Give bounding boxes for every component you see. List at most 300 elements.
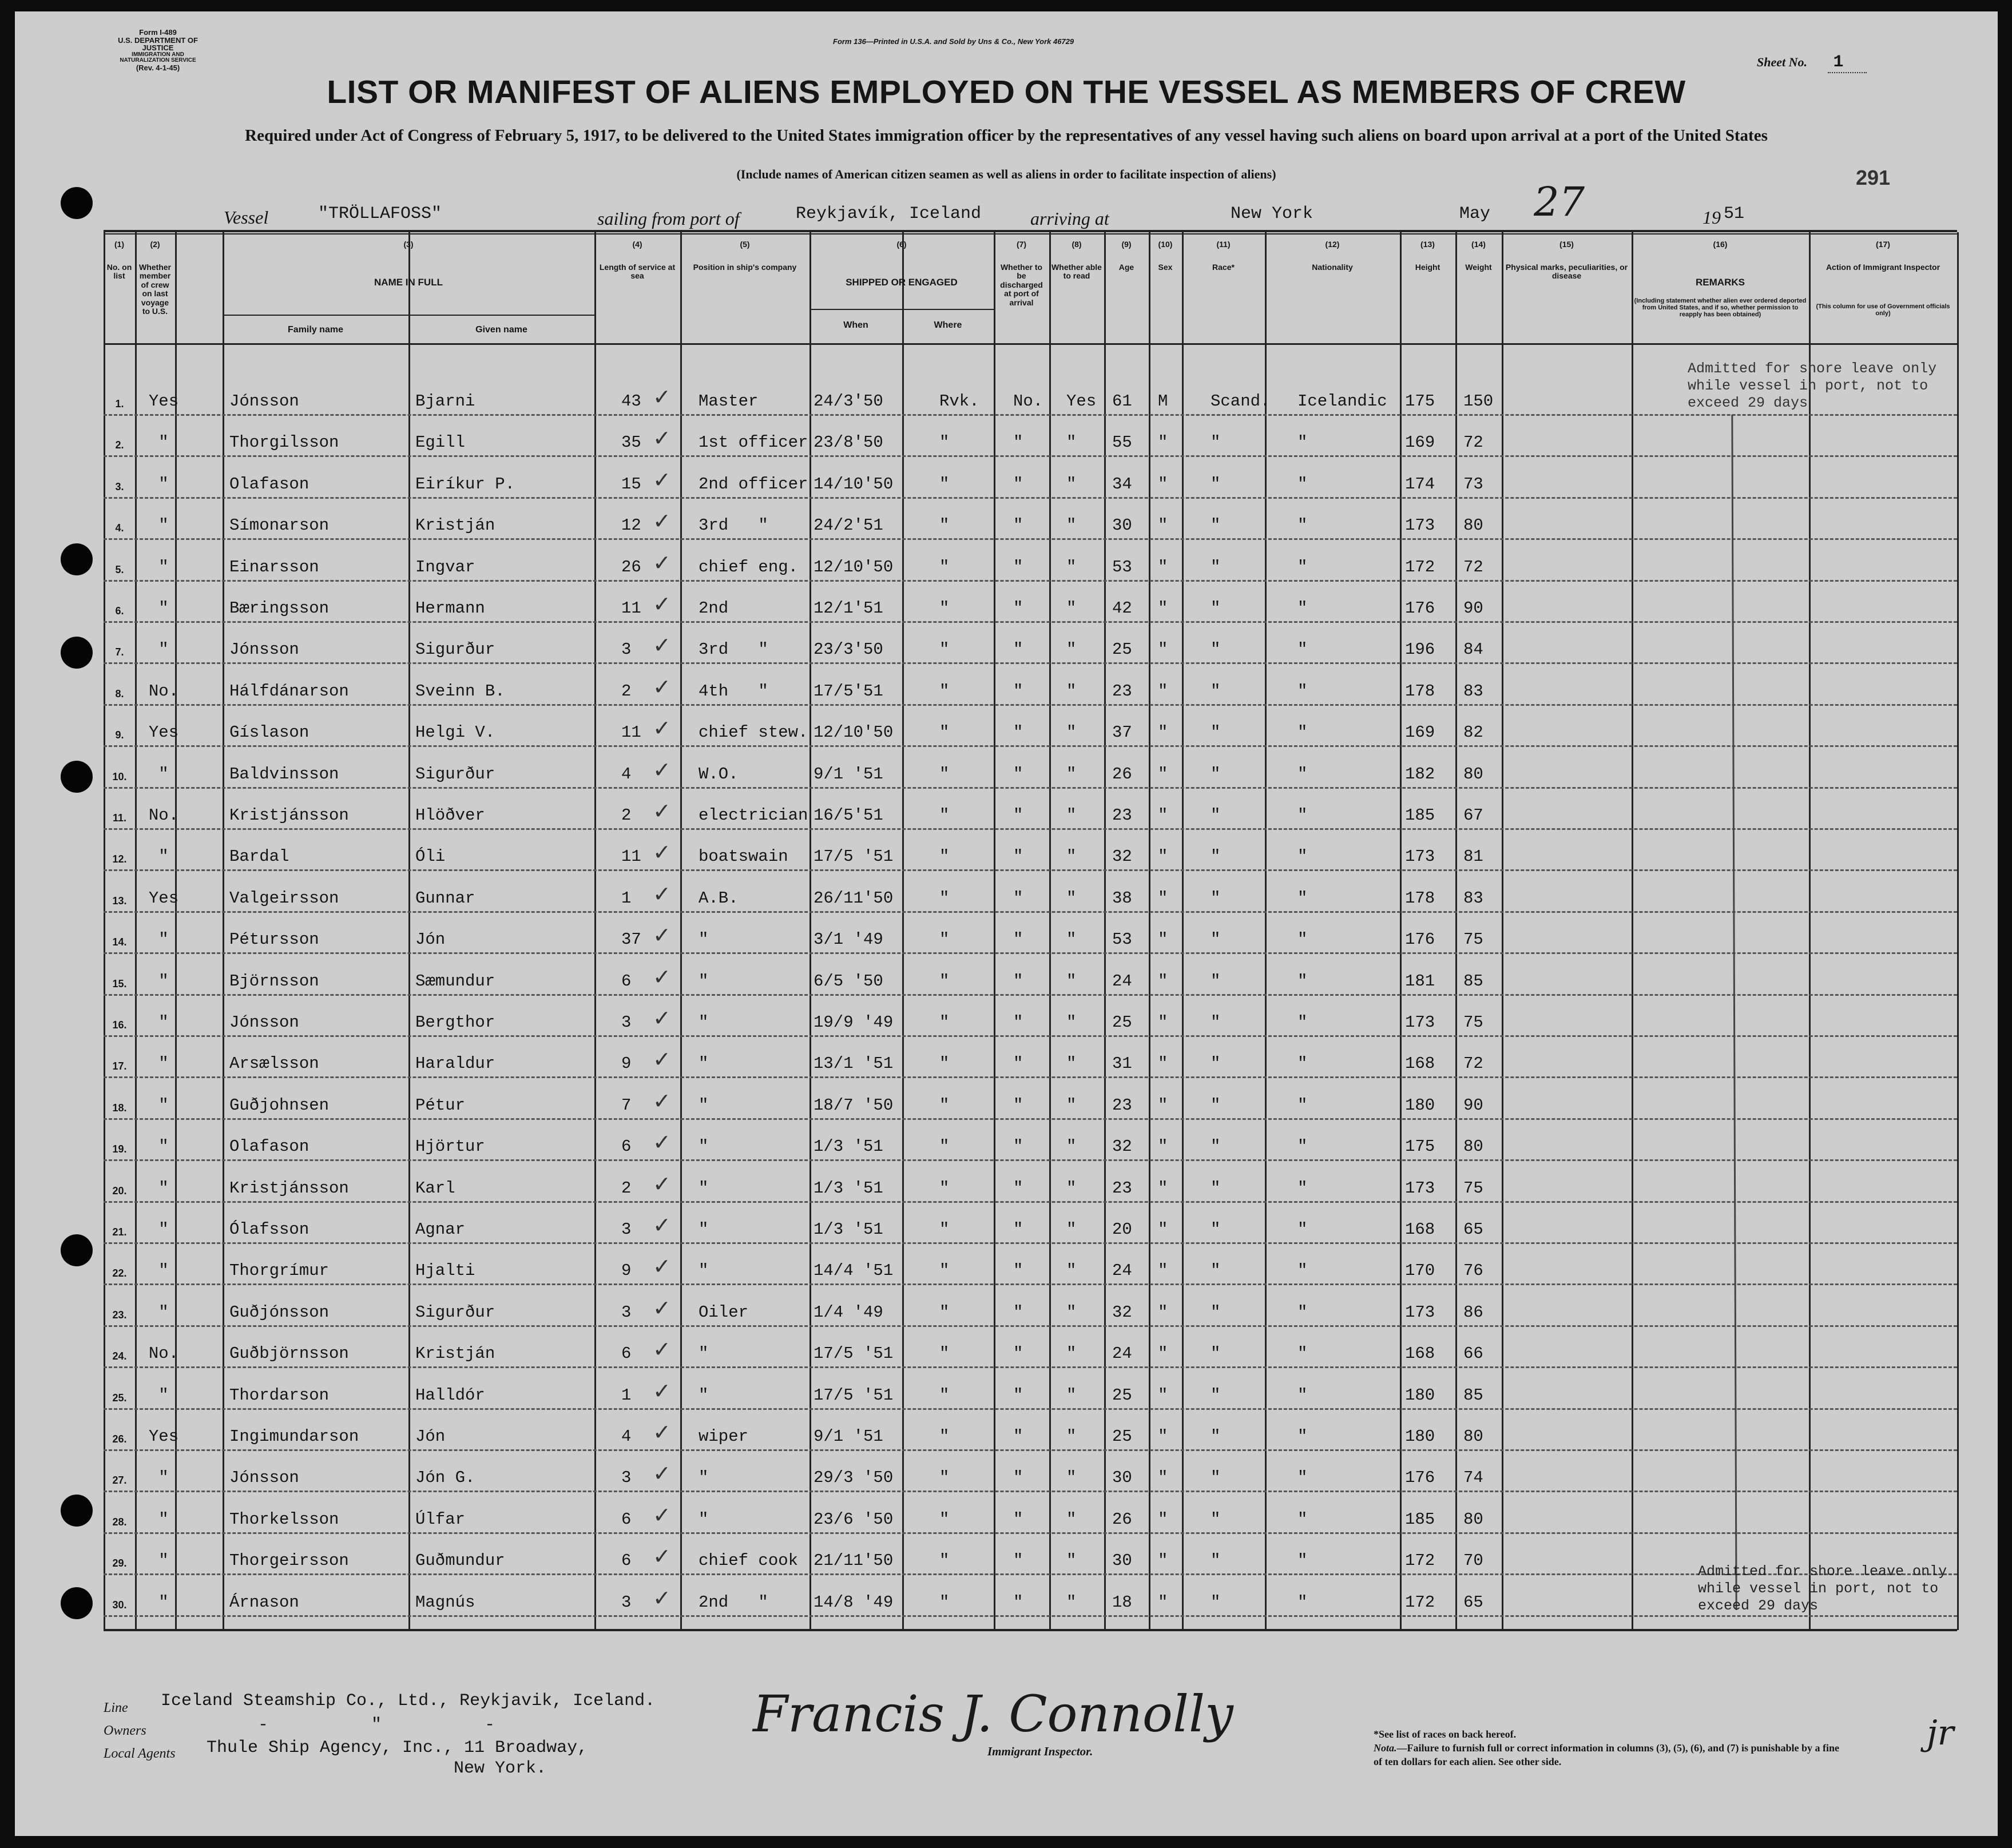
family-name: Kristjánsson (229, 1178, 349, 1198)
row-number: 10. (112, 770, 127, 782)
age: 20 (1112, 1220, 1132, 1239)
prev-voyage: " (158, 1261, 169, 1281)
remarks-line: exceed 29 days (1698, 1597, 1819, 1614)
row-number: 26. (112, 1433, 127, 1445)
height: 168 (1405, 1220, 1435, 1239)
form-number: Form I-489 (139, 28, 177, 37)
height: 176 (1405, 930, 1435, 949)
family-name: Einarsson (229, 557, 319, 577)
given-name: Hlöðver (415, 806, 485, 825)
family-name: Kristjánsson (229, 806, 349, 825)
row-rule (104, 745, 1957, 747)
nationality: " (1297, 806, 1308, 825)
race: " (1211, 681, 1221, 701)
shipped-where: " (939, 1385, 950, 1405)
race: " (1211, 1054, 1221, 1074)
age: 25 (1112, 640, 1132, 659)
nationality: " (1297, 1468, 1308, 1488)
age: 30 (1112, 1468, 1132, 1488)
able-to-read: " (1066, 1344, 1077, 1364)
position: " (699, 971, 709, 991)
owners-value: - " - (258, 1715, 495, 1735)
family-name: Björnsson (229, 971, 319, 991)
age: 23 (1112, 681, 1132, 701)
row-number: 12. (112, 853, 127, 865)
prev-voyage: " (158, 516, 169, 535)
given-name: Agnar (415, 1220, 466, 1239)
shipped-when: 24/3'50 (813, 392, 883, 411)
shipped-where: " (939, 806, 950, 825)
column-rule (1149, 232, 1150, 1630)
sex: " (1158, 1178, 1168, 1198)
service-years: 3 (621, 1468, 632, 1488)
family-name: Ólafsson (229, 1220, 309, 1239)
sex: " (1158, 1427, 1168, 1446)
check-mark: ✓ (653, 674, 671, 700)
nationality: " (1297, 1054, 1308, 1074)
shipped-when: 3/1 '49 (813, 930, 883, 949)
race: " (1211, 599, 1221, 618)
prev-voyage: " (158, 1468, 169, 1488)
age: 34 (1112, 474, 1132, 494)
service-years: 6 (621, 1137, 632, 1157)
nationality: " (1297, 557, 1308, 577)
age: 23 (1112, 1178, 1132, 1198)
row-number: 28. (112, 1516, 127, 1528)
row-rule (104, 1118, 1957, 1120)
nationality: " (1297, 723, 1308, 742)
weight: 75 (1463, 1178, 1483, 1198)
row-number: 25. (112, 1392, 127, 1404)
weight: 70 (1463, 1551, 1483, 1571)
shipped-where: " (939, 1592, 950, 1612)
able-to-read: " (1066, 1427, 1077, 1446)
height: 174 (1405, 474, 1435, 494)
row-number: 23. (112, 1309, 127, 1321)
weight: 90 (1463, 599, 1483, 618)
row-rule (104, 662, 1957, 664)
check-mark: ✓ (653, 1254, 671, 1279)
check-mark: ✓ (653, 716, 671, 741)
check-mark: ✓ (653, 923, 671, 948)
shipped-when: 1/4 '49 (813, 1302, 883, 1322)
column-rule (1809, 232, 1811, 1630)
race: " (1211, 1344, 1221, 1364)
row-number: 15. (112, 977, 127, 989)
discharged: " (1013, 888, 1023, 908)
prev-voyage: " (158, 433, 169, 452)
given-name: Hermann (415, 599, 485, 618)
check-mark: ✓ (653, 757, 671, 782)
prev-voyage: " (158, 1509, 169, 1529)
shipped-when: 6/5 '50 (813, 971, 883, 991)
discharged: " (1013, 930, 1023, 949)
column-rule (1400, 232, 1402, 1630)
column-rule (1049, 232, 1051, 1630)
service-years: 3 (621, 1592, 632, 1612)
able-to-read: Yes (1066, 392, 1097, 411)
discharged: " (1013, 516, 1023, 535)
sex: " (1158, 723, 1168, 742)
race: " (1211, 433, 1221, 452)
shipped-when: 13/1 '51 (813, 1054, 894, 1074)
race: " (1211, 640, 1221, 659)
position: A.B. (699, 888, 739, 908)
able-to-read: " (1066, 516, 1077, 535)
service-years: 4 (621, 1427, 632, 1446)
family-name: Jónsson (229, 392, 299, 411)
service-years: 3 (621, 1013, 632, 1032)
discharged: " (1013, 1468, 1023, 1488)
age: 61 (1112, 392, 1132, 411)
given-name: Hjalti (415, 1261, 475, 1281)
nationality: " (1297, 930, 1308, 949)
family-name: Thorgrímur (229, 1261, 330, 1281)
service-years: 26 (621, 557, 641, 577)
height: 172 (1405, 557, 1435, 577)
row-rule (104, 911, 1957, 913)
nationality: " (1297, 1220, 1308, 1239)
shipped-where: " (939, 1178, 950, 1198)
given-name: Jón (415, 1427, 446, 1446)
column-number: (7) (1016, 240, 1027, 249)
discharged: " (1013, 764, 1023, 784)
sex: " (1158, 1344, 1168, 1364)
age: 25 (1112, 1385, 1132, 1405)
position: " (699, 1137, 709, 1157)
nationality: " (1297, 1013, 1308, 1032)
owners-label: Owners (104, 1723, 146, 1738)
given-name: Hjörtur (415, 1137, 485, 1157)
height: 176 (1405, 1468, 1435, 1488)
punch-hole (61, 1234, 93, 1266)
shipped-where: " (939, 1095, 950, 1115)
weight: 72 (1463, 433, 1483, 452)
weight: 85 (1463, 971, 1483, 991)
weight: 83 (1463, 681, 1483, 701)
discharged: " (1013, 1178, 1023, 1198)
height: 173 (1405, 1013, 1435, 1032)
sex: " (1158, 1095, 1168, 1115)
column-rule (1957, 232, 1959, 1630)
column-number: (14) (1471, 240, 1486, 249)
service-years: 35 (621, 433, 641, 452)
prev-voyage: " (158, 1054, 169, 1074)
shipped-when: 17/5'51 (813, 681, 883, 701)
column-rule (902, 232, 904, 1630)
subheader-where: Where (934, 320, 962, 330)
weight: 73 (1463, 474, 1483, 494)
column-number: (12) (1325, 240, 1340, 249)
shipped-where: " (939, 1013, 950, 1032)
able-to-read: " (1066, 971, 1077, 991)
given-name: Karl (415, 1178, 455, 1198)
sailing-label: sailing from port of (597, 208, 740, 229)
column-header: Age (1118, 263, 1134, 272)
row-rule (104, 952, 1957, 954)
position: " (699, 1220, 709, 1239)
prev-voyage: " (158, 640, 169, 659)
sex: " (1158, 1551, 1168, 1571)
service-years: 9 (621, 1261, 632, 1281)
discharged: " (1013, 1385, 1023, 1405)
given-name: Óli (415, 847, 446, 867)
given-name: Bergthor (415, 1013, 495, 1032)
height: 173 (1405, 1302, 1435, 1322)
weight: 72 (1463, 1054, 1483, 1074)
check-mark: ✓ (653, 508, 671, 534)
race: " (1211, 723, 1221, 742)
age: 55 (1112, 433, 1132, 452)
height: 196 (1405, 640, 1435, 659)
shipped-where: " (939, 1551, 950, 1571)
given-name: Haraldur (415, 1054, 495, 1074)
check-mark: ✓ (653, 1171, 671, 1197)
sex: " (1158, 888, 1168, 908)
row-rule (104, 1449, 1957, 1451)
department: U.S. DEPARTMENT OF JUSTICE (118, 35, 198, 53)
column-rule (223, 232, 224, 1630)
height: 173 (1405, 847, 1435, 867)
row-number: 14. (112, 936, 127, 948)
prev-voyage: Yes (148, 1427, 179, 1446)
family-name: Bardal (229, 847, 289, 867)
family-name: Thorgilsson (229, 433, 339, 452)
service-years: 2 (621, 1178, 632, 1198)
service-years: 9 (621, 1054, 632, 1074)
shipped-when: 1/3 '51 (813, 1137, 883, 1157)
check-mark: ✓ (653, 384, 671, 410)
weight: 66 (1463, 1344, 1483, 1364)
nota-text: —Failure to furnish full or correct information in columns (3), (5), (6), and (7) is punishable by a fine of ten dollars for each alien. See other side. (1374, 1742, 1840, 1767)
row-number: 22. (112, 1267, 127, 1279)
family-name: Thordarson (229, 1385, 330, 1405)
shipped-when: 14/4 '51 (813, 1261, 894, 1281)
nota-label: Nota. (1374, 1742, 1397, 1754)
family-name: Guðbjörnsson (229, 1344, 349, 1364)
weight: 150 (1463, 392, 1494, 411)
initials: jr (1927, 1713, 1954, 1753)
given-name: Pétur (415, 1095, 466, 1115)
column-header: Physical marks, peculiarities, or disease (1505, 263, 1628, 281)
height: 175 (1405, 392, 1435, 411)
given-name: Úlfar (415, 1509, 466, 1529)
departure-port: Reykjavík, Iceland (796, 204, 982, 224)
race: Scand. (1211, 392, 1271, 411)
given-name: Halldór (415, 1385, 485, 1405)
shipped-where: " (939, 516, 950, 535)
age: 38 (1112, 888, 1132, 908)
position: 3rd " (699, 516, 768, 535)
subnote: (Include names of American citizen seamen as well as aliens in order to facilitate inspection of aliens) (736, 167, 1276, 181)
prev-voyage: " (158, 1220, 169, 1239)
service-years: 37 (621, 930, 641, 949)
family-name: Guðjónsson (229, 1302, 330, 1322)
nationality: " (1297, 1095, 1308, 1115)
column-header: Race* (1212, 263, 1235, 272)
shipped-when: 12/10'50 (813, 557, 894, 577)
shipped-where: " (939, 1261, 950, 1281)
prev-voyage: " (158, 971, 169, 991)
sex: " (1158, 1137, 1168, 1157)
family-name: Hálfdánarson (229, 681, 349, 701)
row-rule (104, 704, 1957, 706)
height: 176 (1405, 599, 1435, 618)
row-number: 3. (115, 480, 124, 492)
row-rule (104, 1491, 1957, 1492)
sex: " (1158, 806, 1168, 825)
printer-line: Form 136—Printed in U.S.A. and Sold by Uns & Co., New York 46729 (833, 37, 1074, 46)
height: 172 (1405, 1551, 1435, 1571)
position: Master (699, 392, 759, 411)
given-name: Bjarni (415, 392, 475, 411)
race: " (1211, 971, 1221, 991)
age: 18 (1112, 1592, 1132, 1612)
race: " (1211, 1137, 1221, 1157)
row-rule (104, 1615, 1957, 1617)
name-subheader-rule (223, 315, 594, 316)
subheader-when: When (843, 320, 868, 330)
discharged: " (1013, 681, 1023, 701)
nationality: " (1297, 1137, 1308, 1157)
age: 30 (1112, 516, 1132, 535)
able-to-read: " (1066, 1054, 1077, 1074)
column-rule (594, 232, 596, 1630)
row-number: 16. (112, 1019, 127, 1031)
weight: 65 (1463, 1220, 1483, 1239)
race: " (1211, 1220, 1221, 1239)
service-years: 3 (621, 1302, 632, 1322)
race: " (1211, 930, 1221, 949)
given-name: Kristján (415, 1344, 495, 1364)
family-name: Thorkelsson (229, 1509, 339, 1529)
row-number: 8. (115, 687, 124, 700)
service-years: 3 (621, 1220, 632, 1239)
arriving-label: arriving at (1030, 208, 1109, 229)
prev-voyage: " (158, 1013, 169, 1032)
shipped-where: " (939, 847, 950, 867)
family-name: Olafason (229, 474, 309, 494)
able-to-read: " (1066, 1509, 1077, 1529)
sheet-value: 1 (1828, 53, 1867, 73)
service-years: 3 (621, 640, 632, 659)
punch-hole (61, 637, 93, 669)
revision: (Rev. 4-1-45) (136, 63, 180, 72)
shipped-where: " (939, 474, 950, 494)
service-years: 6 (621, 1551, 632, 1571)
given-name: Jón (415, 930, 446, 949)
shipped-when: 14/8 '49 (813, 1592, 894, 1612)
height: 178 (1405, 681, 1435, 701)
row-number: 18. (112, 1102, 127, 1114)
height: 169 (1405, 723, 1435, 742)
punch-hole (61, 1587, 93, 1619)
able-to-read: " (1066, 930, 1077, 949)
height: 182 (1405, 764, 1435, 784)
header-bottom-rule (104, 343, 1957, 345)
height: 169 (1405, 433, 1435, 452)
column-number: (3) (403, 240, 414, 249)
race: " (1211, 1385, 1221, 1405)
discharged: " (1013, 971, 1023, 991)
notes-block (1374, 1727, 1843, 1768)
nationality: " (1297, 1592, 1308, 1612)
remarks-line: exceed 29 days (1688, 395, 1808, 411)
age: 53 (1112, 930, 1132, 949)
row-number: 7. (115, 646, 124, 658)
remarks-line: while vessel in port, not to (1688, 377, 1928, 394)
able-to-read: " (1066, 1095, 1077, 1115)
position: " (699, 1013, 709, 1032)
family-name: Jónsson (229, 640, 299, 659)
remarks-line: while vessel in port, not to (1698, 1580, 1939, 1597)
shipped-when: 23/8'50 (813, 433, 883, 452)
position: 2nd (699, 599, 729, 618)
shipped-when: 1/3 '51 (813, 1220, 883, 1239)
service-years: 7 (621, 1095, 632, 1115)
family-name: Guðjohnsen (229, 1095, 330, 1115)
column-rule (104, 232, 105, 1630)
column-header: Position in ship's company (693, 263, 797, 272)
column-number: (13) (1420, 240, 1435, 249)
shipped-when: 24/2'51 (813, 516, 883, 535)
row-rule (104, 1035, 1957, 1037)
discharged: " (1013, 1013, 1023, 1032)
nationality: " (1297, 1302, 1308, 1322)
check-mark: ✓ (653, 1006, 671, 1031)
able-to-read: " (1066, 599, 1077, 618)
column-rule (408, 232, 410, 1630)
height: 180 (1405, 1427, 1435, 1446)
discharged: " (1013, 1137, 1023, 1157)
height: 173 (1405, 516, 1435, 535)
sheet-number (1757, 53, 1867, 72)
column-number: (9) (1121, 240, 1132, 249)
given-name: Sigurður (415, 1302, 495, 1322)
column-number: (1) (114, 240, 125, 249)
position: " (699, 1261, 709, 1281)
prev-voyage: " (158, 1095, 169, 1115)
race: " (1211, 1427, 1221, 1446)
race: " (1211, 1095, 1221, 1115)
column-number: (8) (1072, 240, 1082, 249)
weight: 90 (1463, 1095, 1483, 1115)
position: W.O. (699, 764, 739, 784)
sheet-label: Sheet No. (1757, 55, 1807, 69)
age: 32 (1112, 1137, 1132, 1157)
row-rule (104, 455, 1957, 457)
check-mark: ✓ (653, 633, 671, 658)
given-name: Guðmundur (415, 1551, 505, 1571)
column-number: (4) (632, 240, 642, 249)
prev-voyage: " (158, 764, 169, 784)
sex: " (1158, 1385, 1168, 1405)
able-to-read: " (1066, 1468, 1077, 1488)
row-rule (104, 828, 1957, 830)
age: 24 (1112, 1261, 1132, 1281)
sex: " (1158, 1509, 1168, 1529)
row-rule (104, 414, 1957, 416)
age: 25 (1112, 1013, 1132, 1032)
sex: M (1158, 392, 1168, 411)
age: 24 (1112, 1344, 1132, 1364)
check-mark: ✓ (653, 798, 671, 824)
nationality: " (1297, 1385, 1308, 1405)
nationality: " (1297, 1551, 1308, 1571)
given-name: Helgi V. (415, 723, 495, 742)
row-number: 6. (115, 605, 124, 617)
position: chief cook (699, 1551, 799, 1571)
